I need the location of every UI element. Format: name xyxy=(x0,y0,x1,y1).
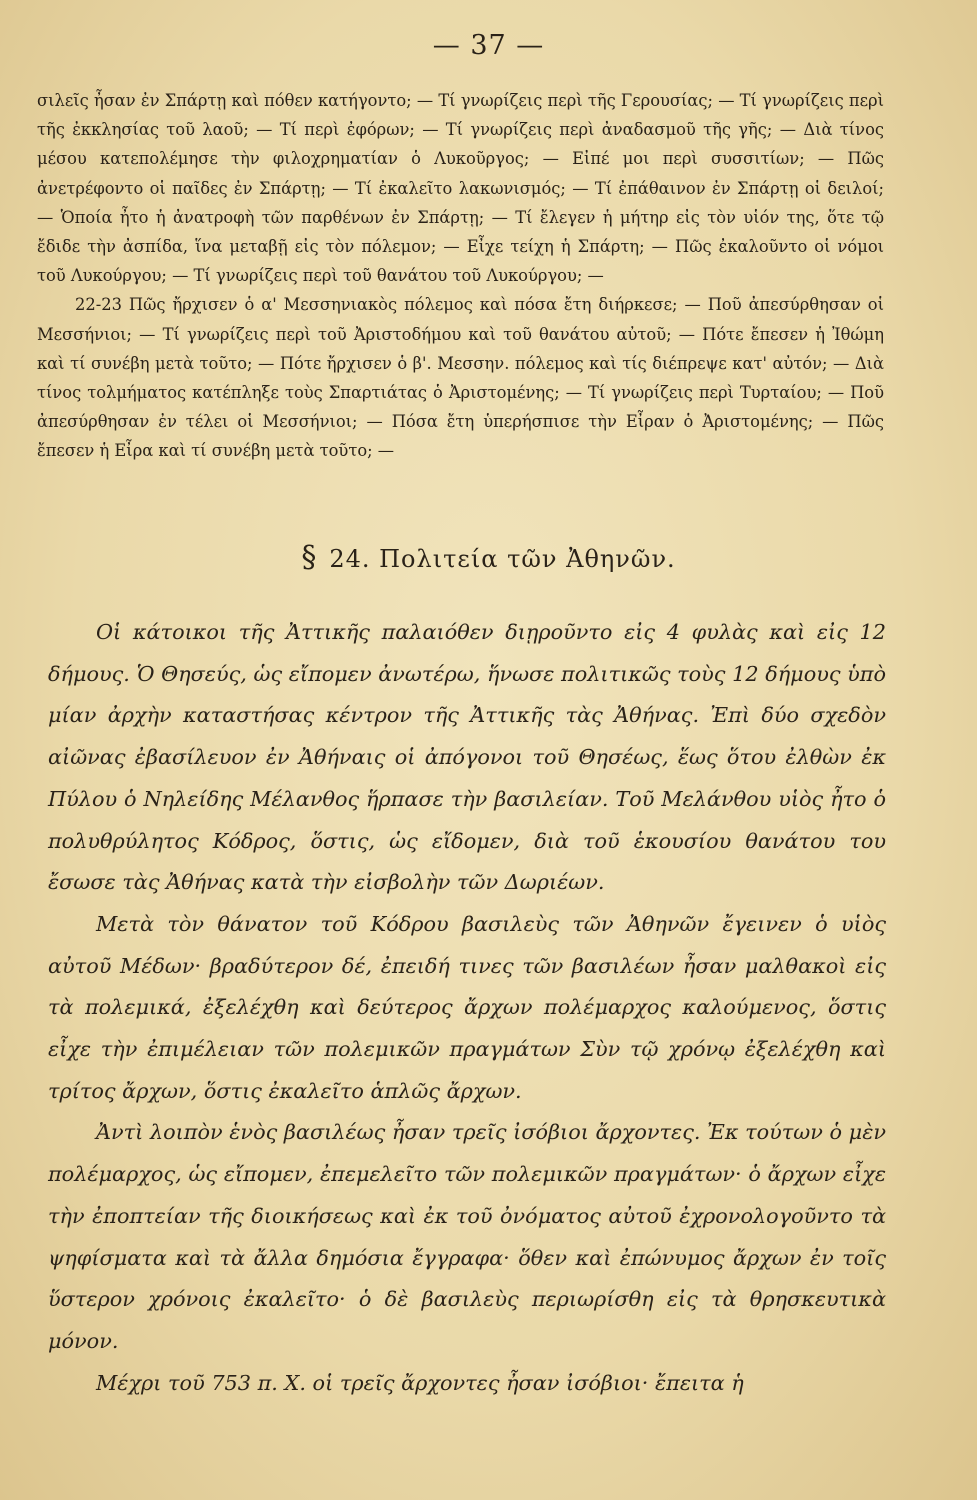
body-paragraph: Οἱ κάτοικοι τῆς Ἀττικῆς παλαιόθεν διῃροῦντο εἰς 4 φυλὰς καὶ εἰς 12 δήμους. Ὁ Θησεύς, ὡς εἴπομεν ἀνωτέρω, ἥνωσε πολιτικῶς τοὺς 12 δήμους ὑπὸ μίαν ἀρχὴν καταστήσας κέντρον τῆς Ἀττικῆς τὰς Ἀθήνας. Ἐπὶ δύο σχεδὸν αἰῶνας ἐβασίλευον ἐν Ἀθήναις οἱ ἀπόγονοι τοῦ Θησέως, ἕως ὅτου ἐλθὼν ἐκ Πύλου ὁ Νηλείδης Μέλανθος ἥρπασε τὴν βασιλείαν. Τοῦ Μελάνθου υἱὸς ἦτο ὁ πολυθρύλητος Κόδρος, ὅστις, ὡς εἴδομεν, διὰ τοῦ ἑκουσίου θανάτου του ἔσωσε τὰς Ἀθήνας κατὰ τὴν εἰσβολὴν τῶν Δωριέων. xyxy=(48,620,886,895)
section-sign: § xyxy=(301,540,318,575)
questions-paragraph-lycurgus: σιλεῖς ἦσαν ἐν Σπάρτῃ καὶ πόθεν κατήγοντο; — Τί γνωρίζεις περὶ τῆς Γερουσίας; — Τί γνωρίζεις περὶ τῆς ἐκκλησίας τοῦ λαοῦ; — Τί περὶ ἐφόρων; — Τί γνωρίζεις περὶ ἀναδασμοῦ τῆς γῆς; — Διὰ τίνος μέσου κατεπολέμησε τὴν φιλοχρηματίαν ὁ Λυκοῦργος; — Εἰπέ μοι περὶ συσσιτίων; — Πῶς ἀνετρέφοντο οἱ παῖδες ἐν Σπάρτῃ; — Τί ἐκαλεῖτο λακωνισμός; — Τί ἐπάθαινον ἐν Σπάρτῃ οἱ δειλοί; — Ὁποία ἦτο ἡ ἀνατροφὴ τῶν παρθένων ἐν Σπάρτῃ; — Τί ἔλεγεν ἡ μήτηρ εἰς τὸν υἱόν της, ὅτε τῷ ἔδιδε τὴν ἀσπίδα, ἵνα μεταβῇ εἰς τὸν πόλεμον; — Εἶχε τείχη ἡ Σπάρτη; — Πῶς ἐκαλοῦντο οἱ νόμοι τοῦ Λυκούργου; — Τί γνωρίζεις περὶ τοῦ θανάτου τοῦ Λυκούργου; — xyxy=(37,91,884,286)
body-paragraph: Μέχρι τοῦ 753 π. Χ. οἱ τρεῖς ἄρχοντες ἦσαν ἰσόβιοι· ἔπειτα ἡ xyxy=(96,1370,744,1395)
section-number: 24. xyxy=(329,545,371,573)
questions-paragraph-messenian-wars: 22-23 Πῶς ἤρχισεν ὁ α' Μεσσηνιακὸς πόλεμος καὶ πόσα ἔτη διήρκεσε; — Ποῦ ἀπεσύρθησαν οἱ Μεσσήνιοι; — Τί γνωρίζεις περὶ τοῦ Ἀριστοδήμου καὶ τοῦ θανάτου αὐτοῦ; — Πότε ἔπεσεν ἡ Ἰθώμη καὶ τί συνέβη μετὰ τοῦτο; — Πότε ἤρχισεν ὁ β'. Μεσσην. πόλεμος καὶ τίς διέπρεψε κατ' αὐτόν; — Διὰ τίνος τολμήματος κατέπληξε τοὺς Σπαρτιάτας ὁ Ἀριστομένης; — Τί γνωρίζεις περὶ Τυρταίου; — Ποῦ ἀπεσύρθησαν ἐν τέλει οἱ Μεσσήνιοι; — Πόσα ἔτη ὑπερήσπισε τὴν Εἶραν ὁ Ἀριστομένης; — Πῶς ἔπεσεν ἡ Εἶρα καὶ τί συνέβη μετὰ τοῦτο; — xyxy=(37,295,884,461)
section-body xyxy=(48,612,886,1404)
body-paragraph: Μετὰ τὸν θάνατον τοῦ Κόδρου βασιλεὺς τῶν Ἀθηνῶν ἔγεινεν ὁ υἱὸς αὐτοῦ Μέδων· βραδύτερον δέ, ἐπειδή τινες τῶν βασιλέων ἦσαν μαλθακοὶ εἰς τὰ πολεμικά, ἐξελέχθη καὶ δεύτερος ἄρχων πολέμαρχος καλούμενος, ὅστις εἶχε τὴν ἐπιμέλειαν τῶν πολεμικῶν πραγμάτων Σὺν τῷ χρόνῳ ἐξελέχθη καὶ τρίτος ἄρχων, ὅστις ἐκαλεῖτο ἁπλῶς ἄρχων. xyxy=(48,911,886,1103)
body-paragraph: Ἀντὶ λοιπὸν ἑνὸς βασιλέως ἦσαν τρεῖς ἰσόβιοι ἄρχοντες. Ἐκ τούτων ὁ μὲν πολέμαρχος, ὡς εἴπομεν, ἐπεμελεῖτο τῶν πολεμικῶν πραγμάτων· ὁ ἄρχων εἶχε τὴν ἐποπτείαν τῆς διοικήσεως καὶ ἐκ τοῦ ὀνόματος αὐτοῦ ἐχρονολογοῦντο τὰ ψηφίσματα καὶ τὰ ἄλλα δημόσια ἔγγραφα· ὅθεν καὶ ἐπώνυμος ἄρχων ἐν τοῖς ὕστερον χρόνοις ἐκαλεῖτο· ὁ δὲ βασιλεὺς περιωρίσθη εἰς τὰ θρησκευτικὰ μόνον. xyxy=(48,1120,886,1353)
page-number: — 37 — xyxy=(432,30,545,61)
section-heading xyxy=(0,540,977,575)
review-questions xyxy=(37,86,884,466)
section-title: Πολιτεία τῶν Ἀθηνῶν. xyxy=(379,545,676,573)
